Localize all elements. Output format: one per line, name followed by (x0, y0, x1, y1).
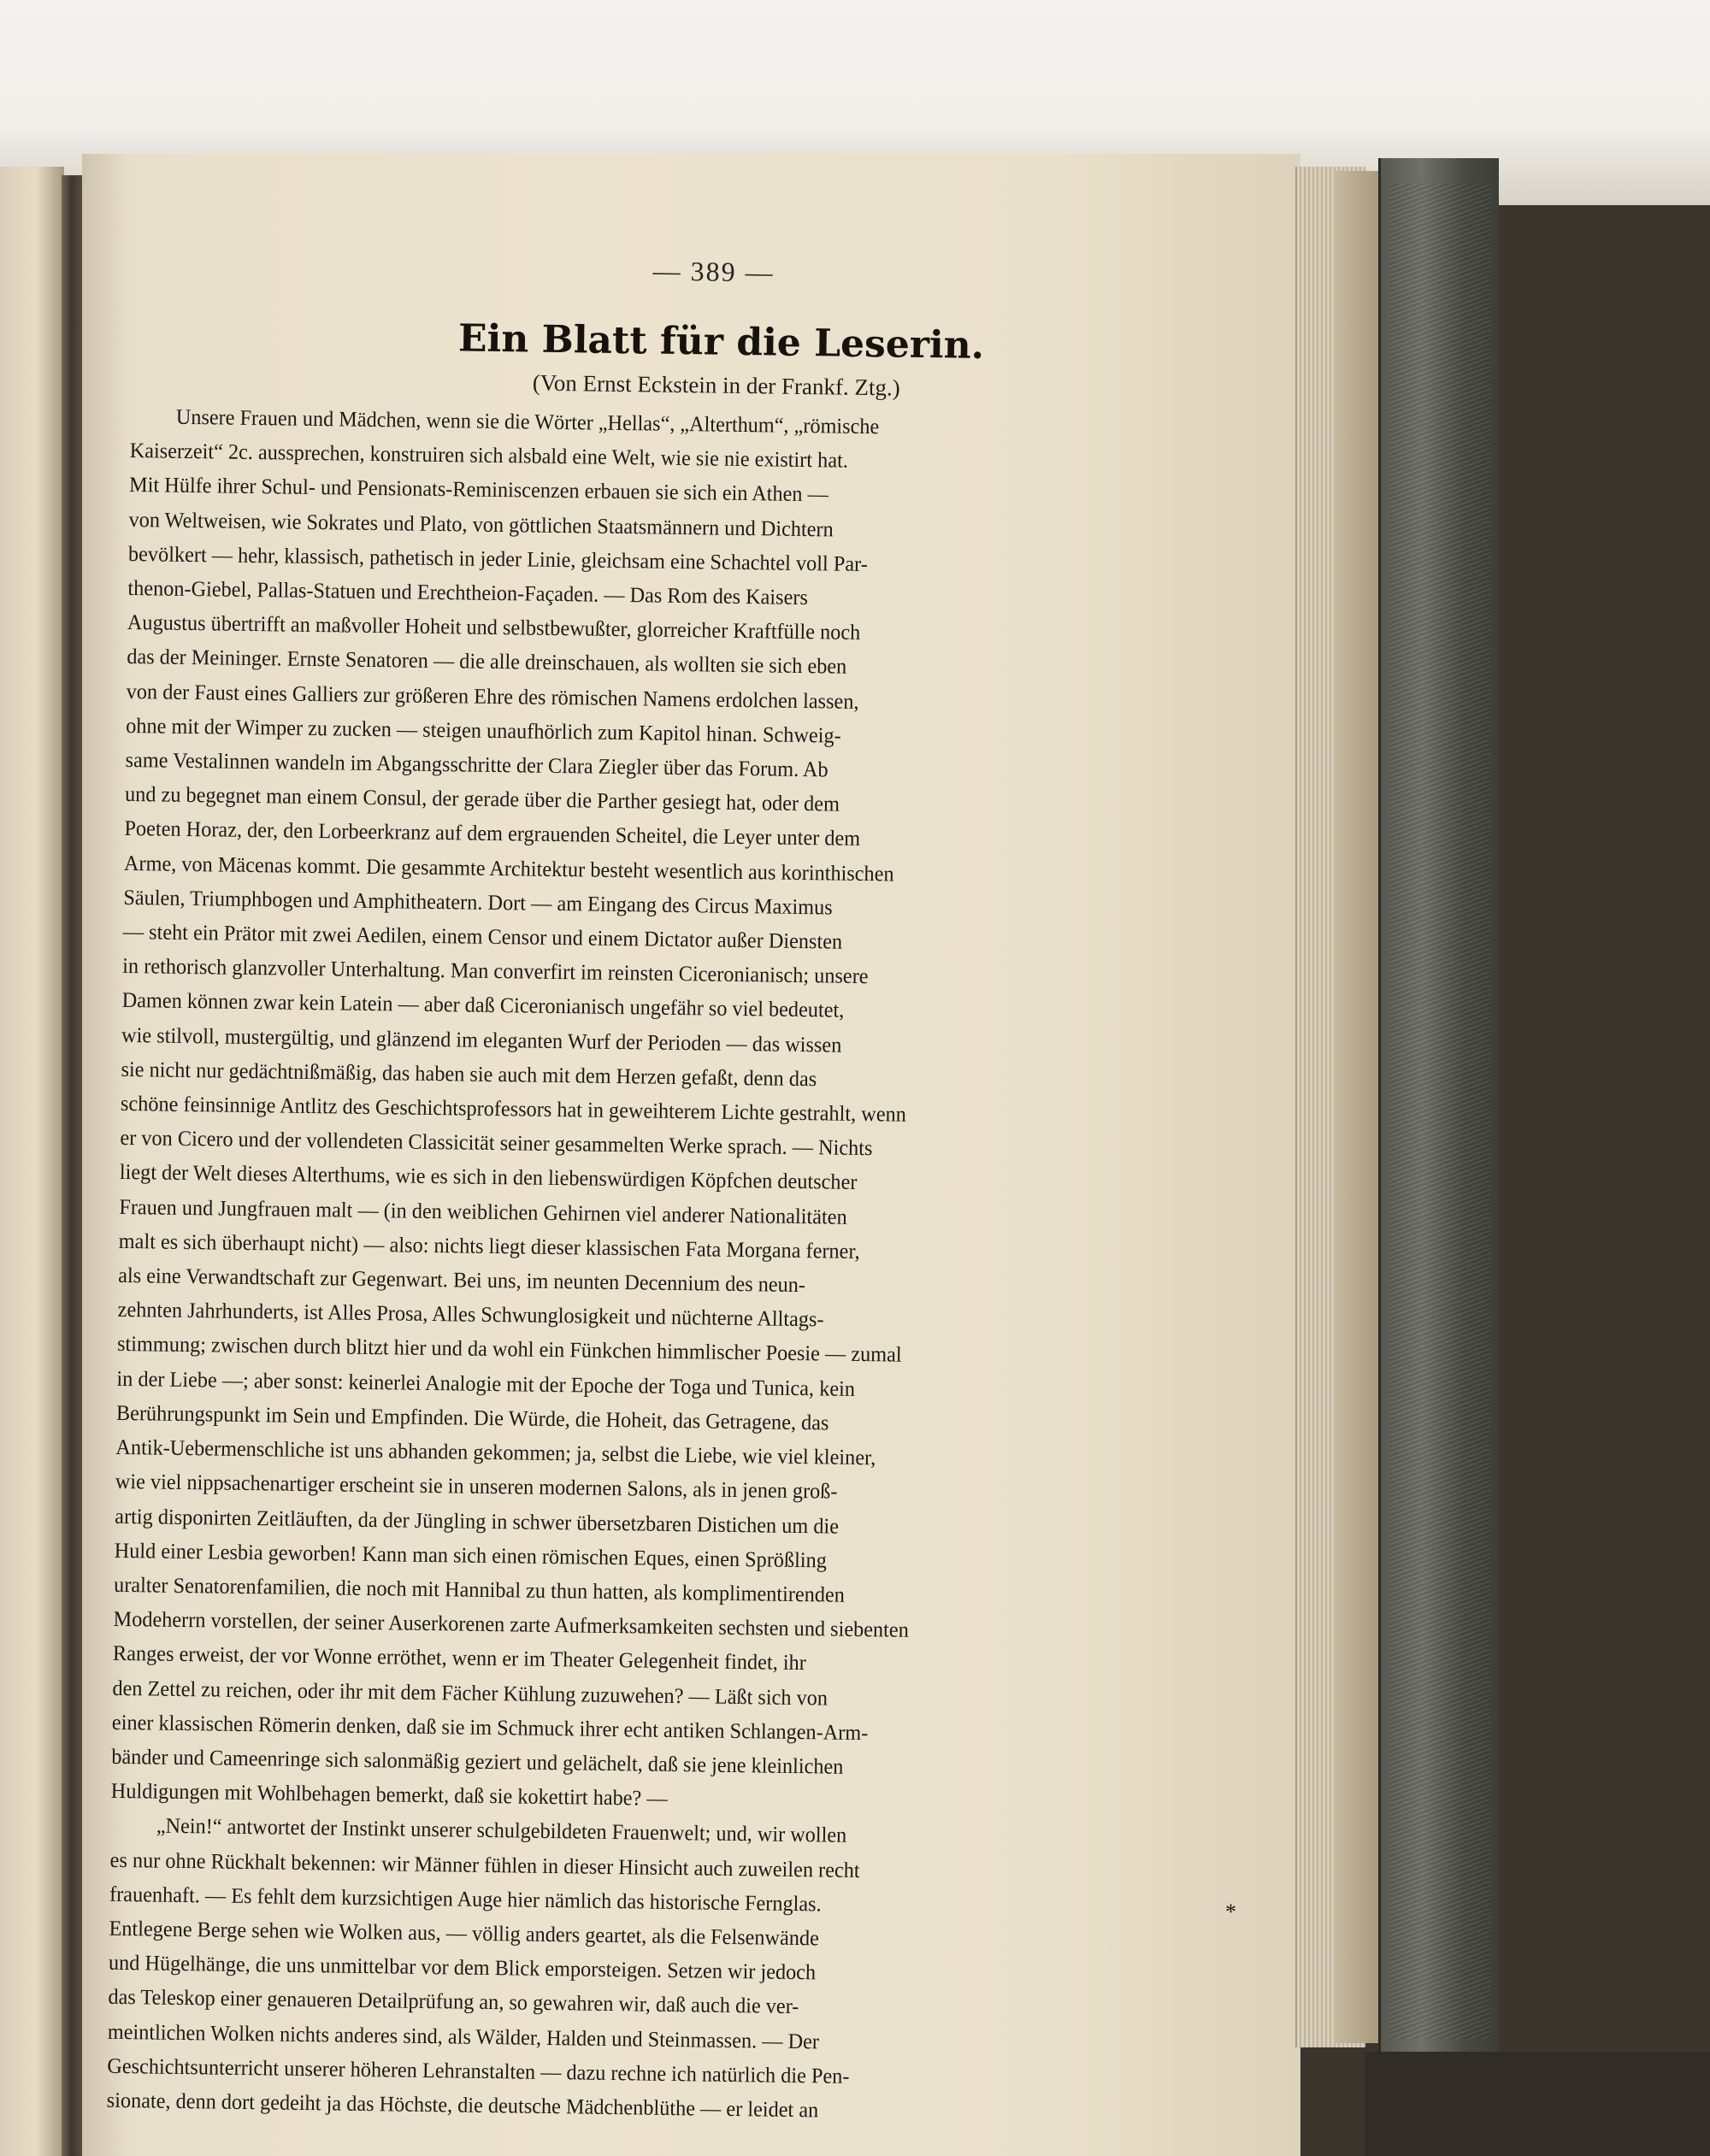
text-line: — steht ein Prätor mit zwei Aedilen, einem Censor und einem Dictator außer Diensten (122, 919, 843, 954)
text-line: „Nein!“ antwortet der Instinkt unserer schulgebildeten Frauenwelt; und, wir wollen (156, 1813, 847, 1848)
text-line: Berührungspunkt im Sein und Empfinden. Die Würde, die Hoheit, das Getragene, das (115, 1400, 829, 1435)
text-line: den Zettel zu reichen, oder ihr mit dem Fächer Kühlung zuzuwehen? — Läßt sich von (112, 1676, 828, 1711)
text-line: Frauen und Jungfrauen malt — (in den weiblichen Gehirnen viel anderer Nationalitäten (119, 1194, 847, 1229)
text-line: Säulen, Triumphbogen und Amphitheatern. Dort — am Eingang des Circus Maximus (123, 885, 833, 920)
text-line: bänder und Cameenringe sich salonmäßig geziert und gelächelt, daß sie jene kleinlichen (111, 1744, 844, 1779)
text-line: schöne feinsinnige Antlitz des Geschichtsprofessors hat in geweihterem Lichte gestrahlt, wenn (120, 1091, 907, 1127)
text-line: in der Liebe —; aber sonst: keinerlei Analogie mit der Epoche der Toga und Tunica, kein (116, 1366, 856, 1401)
article-body (106, 399, 1190, 2132)
page-text-block (106, 248, 1192, 2132)
text-line: in rethorisch glanzvoller Unterhaltung. Man converfirt im reinsten Ciceronianisch; unsere (122, 954, 869, 989)
text-line: artig disponirten Zeitläuften, da der Jüngling in schwer übersetzbaren Distichen um die (115, 1504, 840, 1539)
text-line: einer klassischen Römerin denken, daß sie im Schmuck ihrer echt antiken Schlangen-Arm- (111, 1710, 869, 1745)
text-line: Huld einer Lesbia geworben! Kann man sich einen römischen Eques, einen Sprößling (114, 1538, 828, 1573)
text-line: Huldigungen mit Wohlbehagen bemerkt, daß sie kokettirt habe? — (110, 1778, 668, 1811)
text-line: wie stilvoll, mustergültig, und glänzend im eleganten Wurf der Perioden — das wissen (121, 1022, 842, 1057)
text-line: malt es sich überhaupt nicht) — also: nichts liegt dieser klassischen Fata Morgana ferner, (118, 1228, 860, 1264)
text-line: Modeherrn vorstellen, der seiner Auserkorenen zarte Aufmerksamkeiten sechsten und siebenten (113, 1606, 910, 1642)
text-line: Geschichtsunterricht unserer höheren Lehranstalten — dazu rechne ich natürlich die Pen- (107, 2053, 850, 2088)
text-line: Damen können zwar kein Latein — aber daß Ciceronianisch ungefähr so viel bedeutet, (121, 988, 845, 1023)
left-page-edge (0, 167, 64, 2156)
table-surface (1365, 2052, 1710, 2156)
text-line: wie viel nippsachenartiger erscheint sie in unseren modernen Salons, als in jenen groß- (115, 1470, 838, 1504)
text-line: Unsere Frauen und Mädchen, wenn sie die Wörter „Hellas“, „Alterthum“, „römische (175, 404, 880, 439)
text-line: von der Faust eines Galliers zur größeren Ehre des römischen Namens erdolchen lassen, (126, 679, 859, 714)
book-gutter (62, 175, 84, 2156)
text-line: und Hügelhänge, die uns unmittelbar vor dem Blick emporsteigen. Setzen wir jedoch (108, 1950, 817, 1985)
text-line: von Weltweisen, wie Sokrates und Plato, von göttlichen Staatsmännern und Dichtern (128, 507, 834, 542)
text-line: same Vestalinnen wandeln im Abgangsschritte der Clara Ziegler über das Forum. Ab (125, 747, 828, 782)
text-line: als eine Verwandtschaft zur Gegenwart. Bei uns, im neunten Decennium des neun- (118, 1263, 806, 1298)
text-line: stimmung; zwischen durch blitzt hier und da wohl ein Fünkchen himmlischer Poesie — zumal (116, 1332, 902, 1368)
text-line: Arme, von Mäcenas kommt. Die gesammte Architektur besteht wesentlich aus korinthischen (123, 851, 894, 887)
cover-marbling (1389, 184, 1490, 2039)
text-line: sionate, denn dort gedeiht ja das Höchste, die deutsche Mädchenblüthe — er leidet an (106, 2088, 819, 2123)
text-line: liegt der Welt dieses Alterthums, wie es sich in den liebenswürdigen Köpfchen deutscher (119, 1160, 858, 1195)
text-line: und zu begegnet man einem Consul, der gerade über die Parther gesiegt hat, oder dem (124, 782, 840, 816)
text-line: Augustus übertrifft an maßvoller Hoheit und selbstbewußter, glorreicher Kraftfülle noch (127, 610, 861, 645)
text-line: uralter Senatorenfamilien, die noch mit Hannibal zu thun hatten, als komplimentirenden (113, 1572, 846, 1607)
text-line: Mit Hülfe ihrer Schul- und Pensionats-Reminiscenzen erbauen sie sich ein Athen — (128, 473, 829, 507)
text-line: Poeten Horaz, der, den Lorbeerkranz auf dem ergrauenden Scheitel, die Leyer unter dem (124, 816, 861, 851)
text-line: zehnten Jahrhunderts, ist Alles Prosa, Alles Schwunglosigkeit und nüchterne Alltags- (117, 1298, 824, 1332)
text-line: ohne mit der Wimper zu zucken — steigen unaufhörlich zum Kapitol hinan. Schweig- (126, 713, 841, 748)
text-line: das Teleskop einer genaueren Detailprüfung an, so gewahren wir, daß auch die ver- (108, 1985, 799, 2019)
text-line: Kaiserzeit“ 2c. aussprechen, konstruiren sich alsbald eine Welt, wie sie nie existirt hat. (129, 439, 849, 473)
text-line: sie nicht nur gedächtnißmäßig, das haben sie auch mit dem Herzen gefaßt, denn das (121, 1057, 817, 1092)
text-line: es nur ohne Rückhalt bekennen: wir Männer fühlen in dieser Hinsicht auch zuweilen recht (109, 1847, 860, 1882)
text-line: Antik-Uebermenschliche ist uns abhanden gekommen; ja, selbst die Liebe, wie viel kleiner, (115, 1434, 876, 1470)
text-line: thenon-Giebel, Pallas-Statuen und Erechtheion-Façaden. — Das Rom des Kaisers (127, 575, 809, 610)
text-line: er von Cicero und der vollendeten Classicität seiner gesammelten Werke sprach. — Nichts (120, 1126, 873, 1161)
page-number: — 389 — (652, 255, 775, 288)
footer-mark: * (1225, 1900, 1236, 1924)
article-title: Ein Blatt für die Leserin. (457, 316, 985, 368)
text-line: Ranges erweist, der vor Wonne erröthet, wenn er im Theater Gelegenheit findet, ihr (112, 1641, 806, 1676)
text-line: das der Meininger. Ernste Senatoren — die alle dreinschauen, als wollten sie sich eben (127, 645, 847, 680)
text-line: Entlegene Berge sehen wie Wolken aus, — völlig anders geartet, als die Felsenwände (109, 1916, 820, 1951)
article-byline: (Von Ernst Eckstein in der Frankf. Ztg.) (532, 369, 900, 401)
text-line: meintlichen Wolken nichts anderes sind, als Wälder, Halden und Steinmassen. — Der (107, 2019, 820, 2053)
text-line: bevölkert — hehr, klassisch, pathetisch in jeder Linie, gleichsam eine Schachtel voll Par- (127, 541, 868, 576)
page-edges-shade (1334, 171, 1383, 2043)
text-line: frauenhaft. — Es fehlt dem kurzsichtigen Auge hier nämlich das historische Fernglas. (109, 1882, 822, 1917)
